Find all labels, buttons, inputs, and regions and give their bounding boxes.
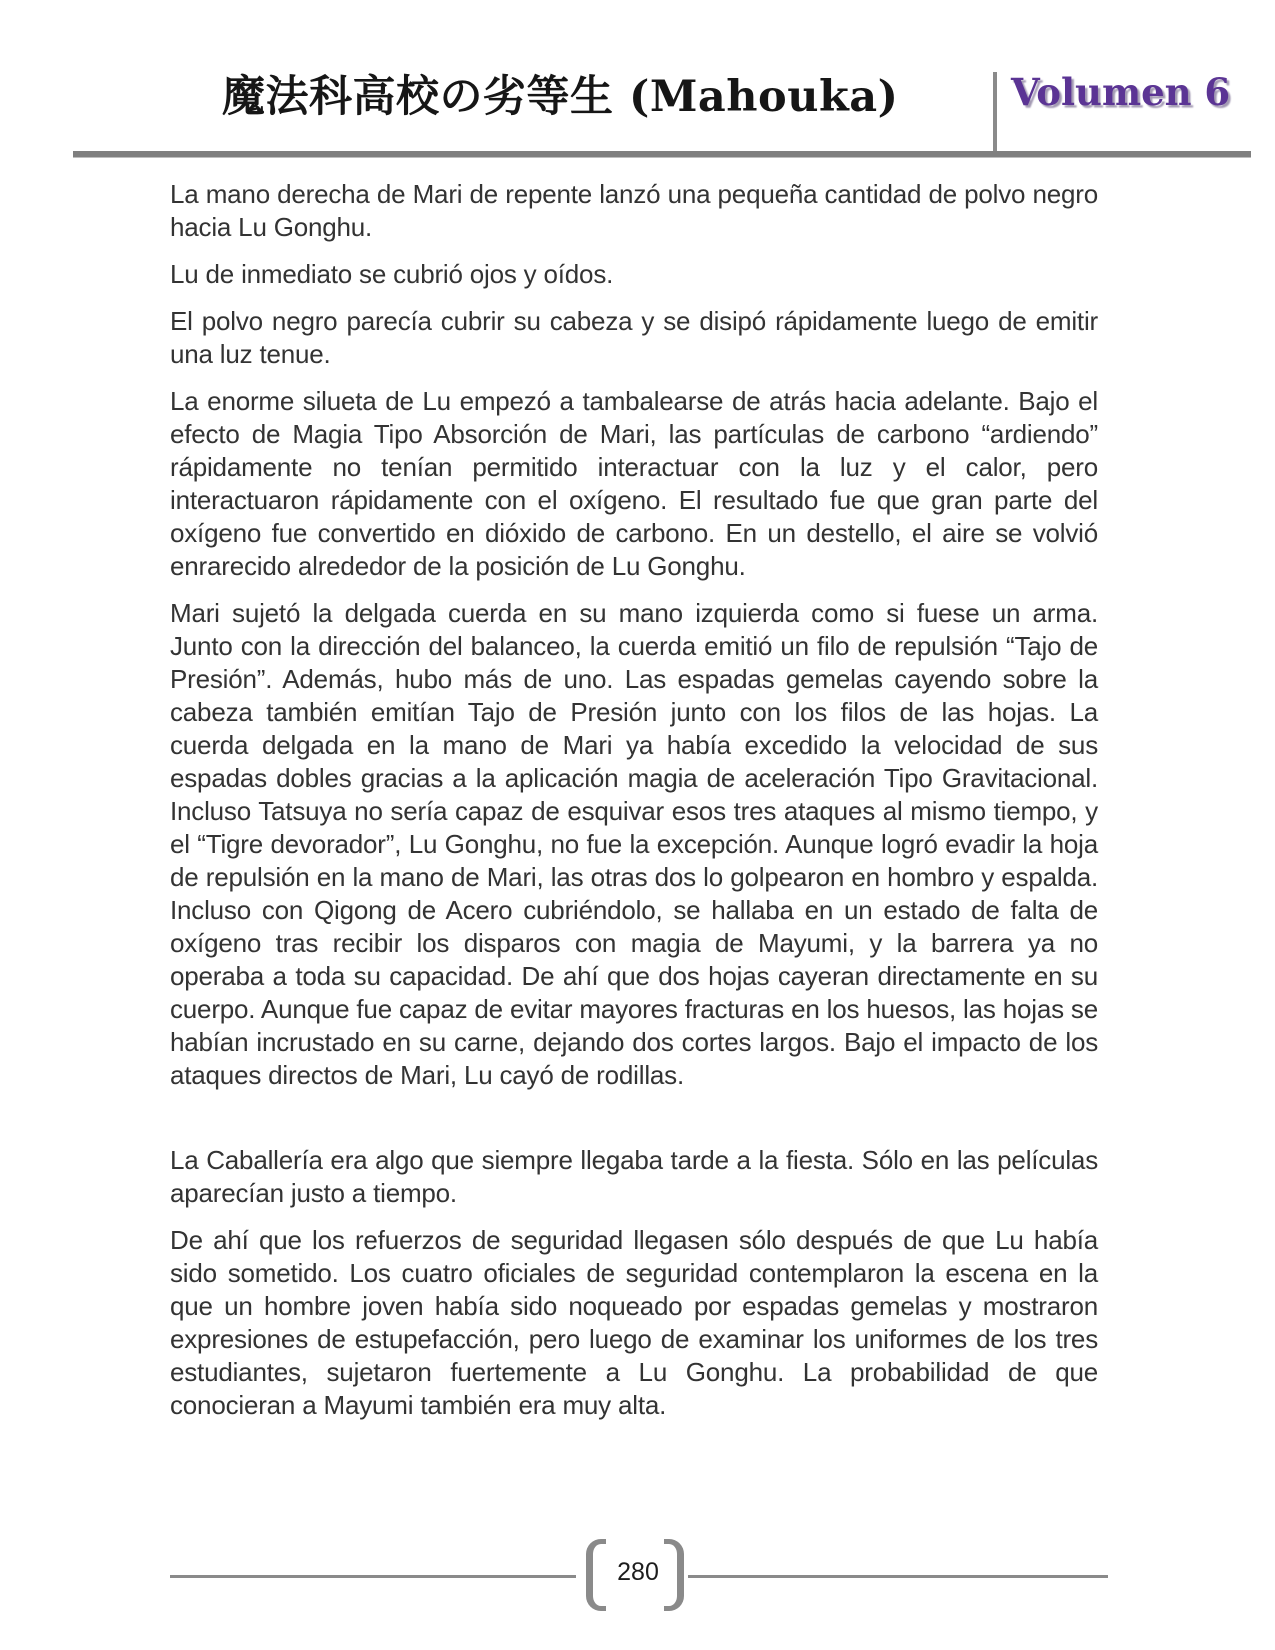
paragraph-2: Lu de inmediato se cubrió ojos y oídos.	[170, 259, 614, 289]
volume-label: Volumen 6	[1011, 70, 1231, 114]
paragraph-5: Mari sujetó la delgada cuerda en su mano izquierda como si fuese un arma. Junto con la dirección del balanceo, la cuerda emitió un filo de repulsión “Tajo de Presión”. Además, hubo más de uno. Las espadas gemelas cayendo sobre la cabeza también emitían Tajo de Presión junto con los filos de las hojas. La cuerda delgada en la mano de Mari ya había excedido la velocidad de sus espadas dobles gracias a la aplicación magia de aceleración Tipo Gravitacional. Incluso Tatsuya no sería capaz de esquivar esos tres ataques al mismo tiempo, y el “Tigre devorador”, Lu Gonghu, no fue la excepción. Aunque logró evadir la hoja de repulsión en la mano de Mari, las otras dos lo golpearon en hombro y espalda. Incluso con Qigong de Acero cubriéndolo, se hallaba en un estado de falta de oxígeno tras recibir los disparos con magia de Mayumi, y la barrera ya no operaba a toda su capacidad. De ahí que dos hojas cayeran directamente en su cuerpo. Aunque fue capaz de evitar mayores fracturas en los huesos, las hojas se habían incrustado en su carne, dejando dos cortes largos. Bajo el impacto de los ataques directos de Mari, Lu cayó de rodillas.	[170, 598, 1098, 1090]
footer-line-right	[688, 1575, 1108, 1578]
paragraph-4: La enorme silueta de Lu empezó a tambalearse de atrás hacia adelante. Bajo el efecto de Magia Tipo Absorción de Mari, las partículas de carbono “ardiendo” rápidamente no tenían permitido interactuar con la luz y el calor, pero interactuaron rápidamente con el oxígeno. El resultado fue que gran parte del oxígeno fue convertido en dióxido de carbono. En un destello, el aire se volvió enrarecido alrededor de la posición de Lu Gonghu.	[170, 386, 1098, 581]
footer-line-left	[170, 1575, 576, 1578]
page-number: 280	[617, 1558, 659, 1586]
left-bracket-ornament	[586, 1539, 606, 1611]
paragraph-3: El polvo negro parecía cubrir su cabeza y se disipó rápidamente luego de emitir una luz tenue.	[170, 306, 1098, 369]
page-title: 魔法科高校の劣等生 (Mahouka)	[222, 72, 899, 122]
paragraph-6: La Caballería era algo que siempre llegaba tarde a la fiesta. Sólo en las películas aparecían justo a tiempo.	[170, 1145, 1098, 1208]
body-text	[170, 178, 1098, 1436]
volume-badge	[993, 72, 1230, 154]
paragraph-1: La mano derecha de Mari de repente lanzó una pequeña cantidad de polvo negro hacia Lu Gonghu.	[170, 179, 1098, 242]
header-rule	[73, 151, 1251, 158]
paragraph-7: De ahí que los refuerzos de seguridad llegasen sólo después de que Lu había sido sometido. Los cuatro oficiales de seguridad contemplaron la escena en la que un hombre joven había sido noqueado por espadas gemelas y mostraron expresiones de estupefacción, pero luego de examinar los uniformes de los tres estudiantes, sujetaron fuertemente a Lu Gonghu. La probabilidad de que conocieran a Mayumi también era muy alta.	[170, 1225, 1098, 1420]
right-bracket-ornament	[664, 1539, 684, 1611]
